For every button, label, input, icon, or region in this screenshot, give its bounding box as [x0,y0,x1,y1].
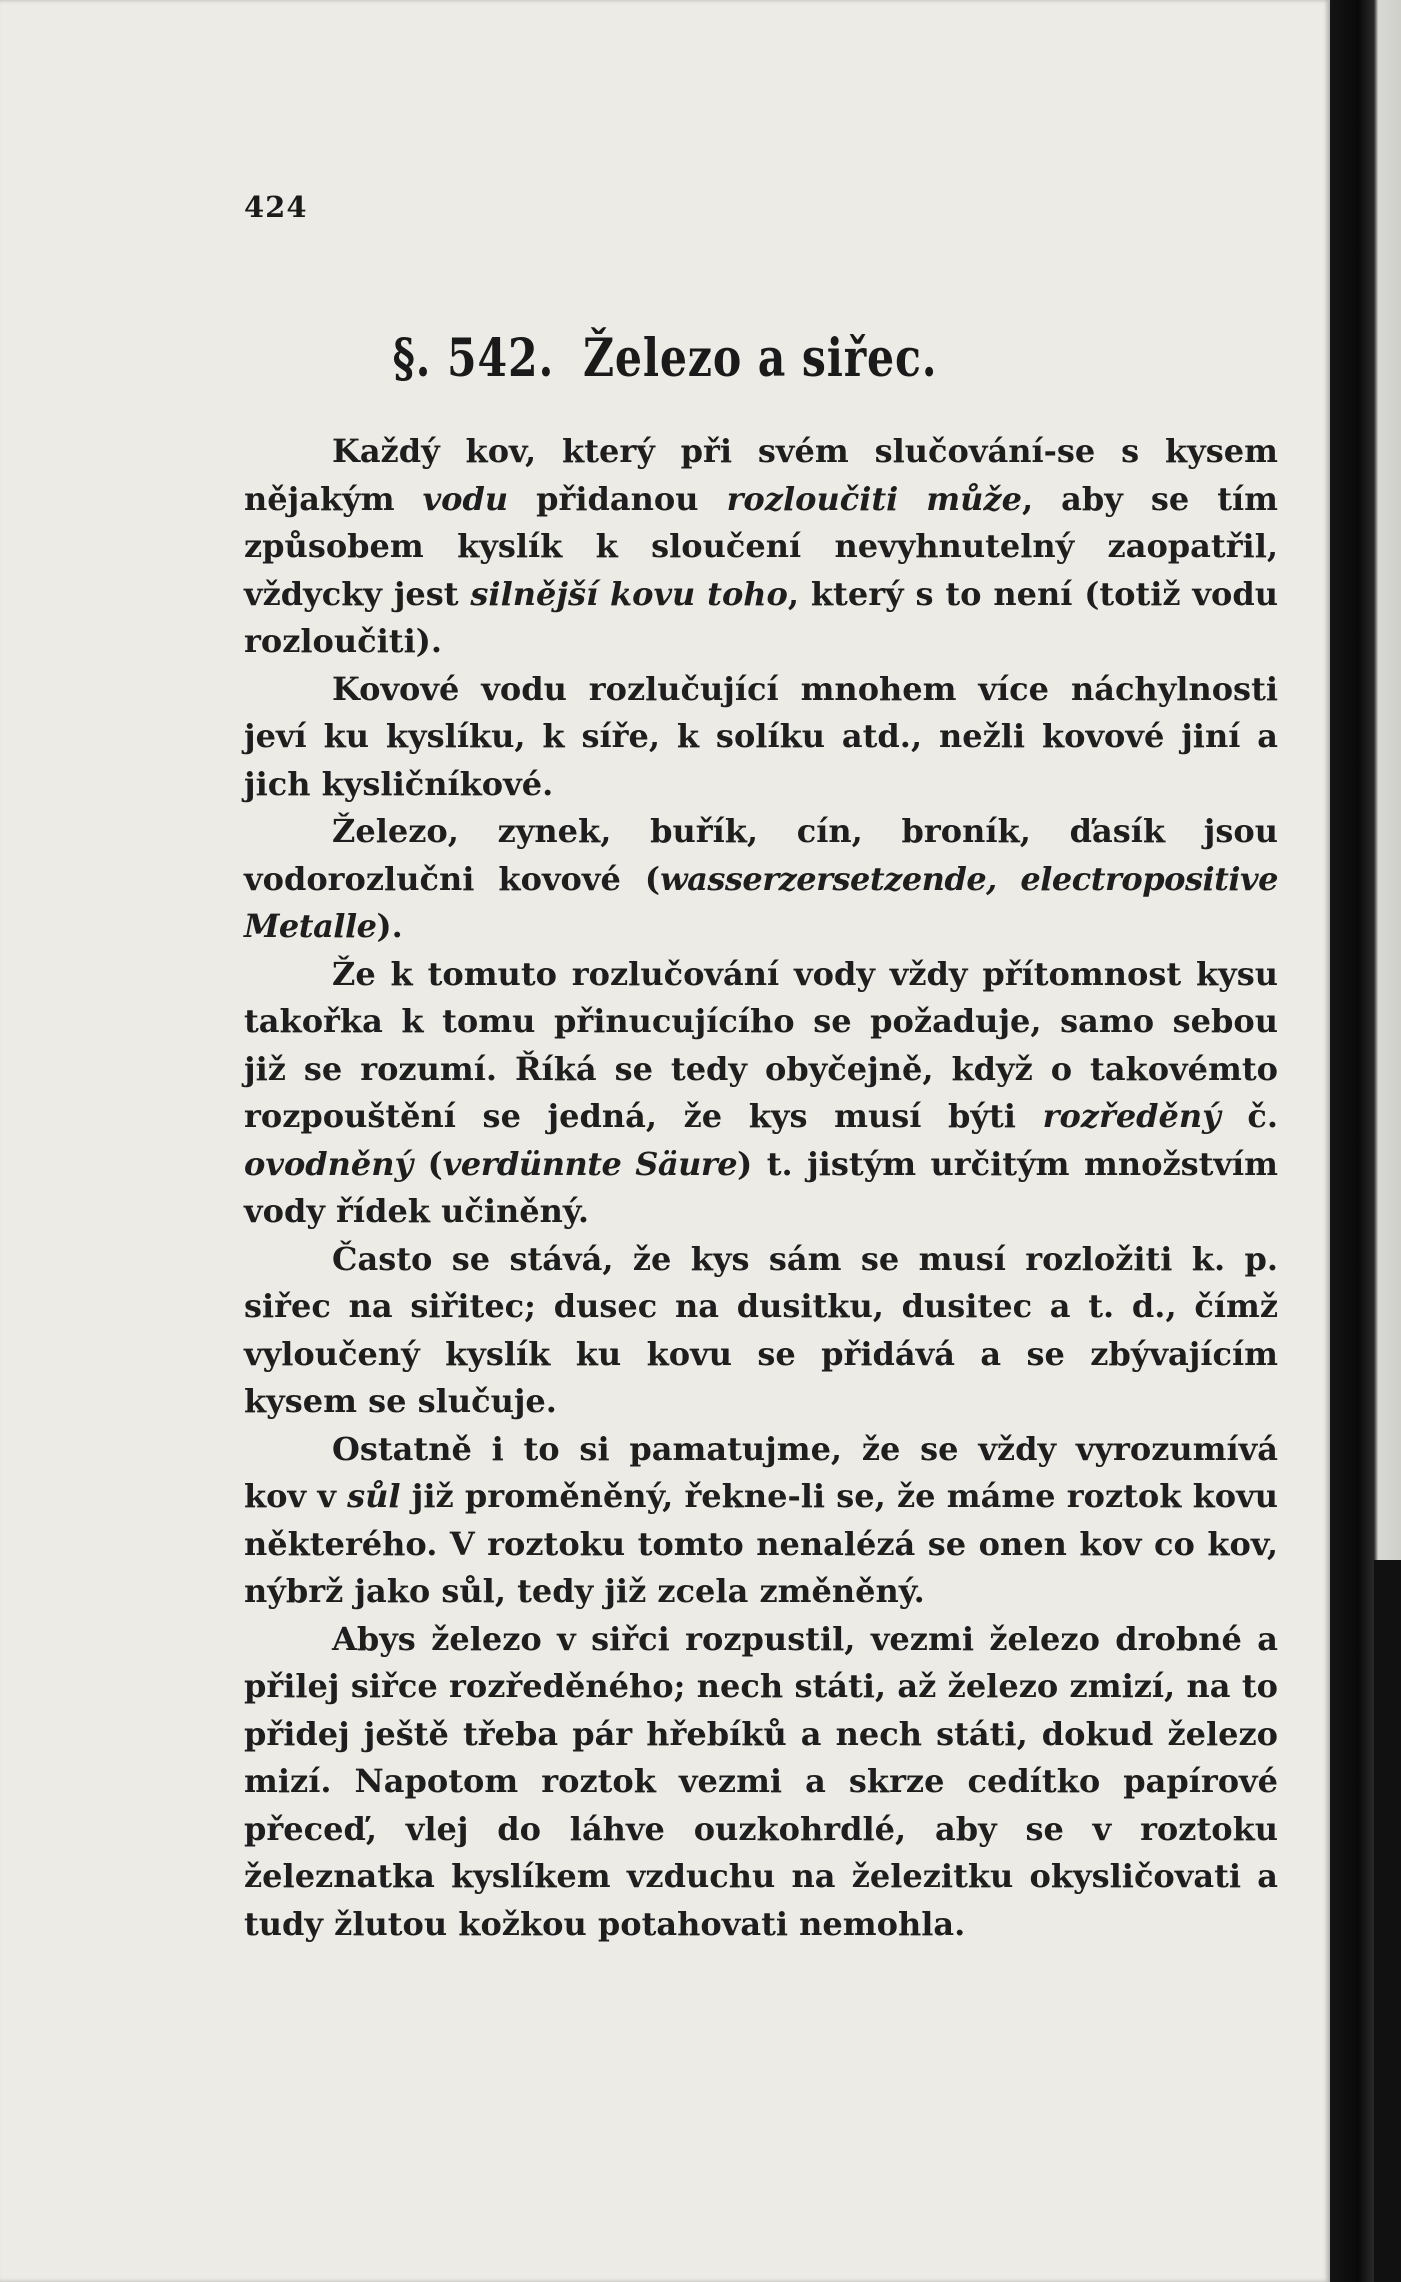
paragraph [244,666,1278,809]
german-term: verdünnte Säure [442,1144,738,1183]
text-run: Že k tomuto rozlučování vody vždy přítomnost kysu takořka k tomu přinucujícího se požaduje, samo sebou již se rozumí. Říká se tedy obyčejně, když o takovémto rozpouštění se jedná, že kys musí býti [244,954,1278,1135]
emphasized-text: rozloučiti může [726,479,1022,518]
text-run: již proměněný, řekne-li se, že máme roztok kovu některého. V roztoku tomto nenalézá se onen kov co kov, nýbrž jako sůl, tedy již zcela změněný. [244,1477,1279,1610]
text-run: Železo, zynek, buřík, cín, broník, ďasík jsou vodorozlučni kovové ( [244,812,1278,898]
body-text [244,428,1278,1948]
page-number: 424 [244,190,308,224]
emphasized-text: silnější kovu toho [470,574,788,613]
text-run: ( [413,1144,443,1183]
emphasized-text: rozředěný [1042,1097,1221,1135]
text-run: ) t. jistým určitým množstvím vody řídek učiněný. [244,1144,1279,1230]
text-run: přidanou [508,479,727,518]
text-run: Každý kov, který při svém slučování-se s kysem nějakým [244,432,1278,518]
paragraph [244,951,1278,1236]
paragraph [244,428,1278,666]
text-run: , aby se tím způsobem kyslík k sloučení nevyhnutelný zaopatřil, vždycky jest [244,479,1279,613]
text-run: Ostatně i to si pamatujme, že se vždy vyrozumívá kov v [244,1429,1278,1515]
paragraph [244,1616,1278,1949]
paragraph [244,808,1278,951]
text-run: Často se stává, že kys sám se musí rozložiti k. p. siřec na siřitec; dusec na dusitku, dusitec a t. d., čímž vyloučený kyslík ku kovu se přidává a se zbývajícím kysem se slučuje. [244,1239,1278,1420]
section-number: §. 542. [392,328,555,389]
scan-edge [1330,0,1401,2282]
text-run: ). [376,907,403,945]
text-run: č. [1220,1097,1279,1135]
german-term: wasserzersetzende, electropositive Metalle [244,859,1279,945]
section-heading [120,328,1211,389]
paragraph [244,1426,1278,1616]
emphasized-text: ovodněný [244,1144,414,1183]
emphasized-text: sůl [347,1477,401,1515]
text-run: Kovové vodu rozlučující mnohem více náchylnosti jeví ku kyslíku, k síře, k solíku atd., nežli kovové jiní a jich kysličníkové. [244,669,1278,803]
text-run: , který s to není (totiž vodu rozloučiti). [244,574,1279,660]
paragraph [244,1236,1278,1426]
emphasized-text: vodu [422,479,509,518]
text-run: Abys železo v siřci rozpustil, vezmi železo drobné a přilej siřce rozředěného; nech státi, až železo zmizí, na to přidej ještě třeba pár hřebíků a nech státi, dokud železo mizí. Napotom roztok vezmi a skrze cedítko papírové přeceď, vlej do láhve ouzkohrdlé, aby se v roztoku železnatka kyslíkem vzduchu na železitku okysličovati a tudy žlutou kožkou potahovati nemohla. [244,1619,1278,1943]
section-title: Železo a siřec. [582,328,938,389]
